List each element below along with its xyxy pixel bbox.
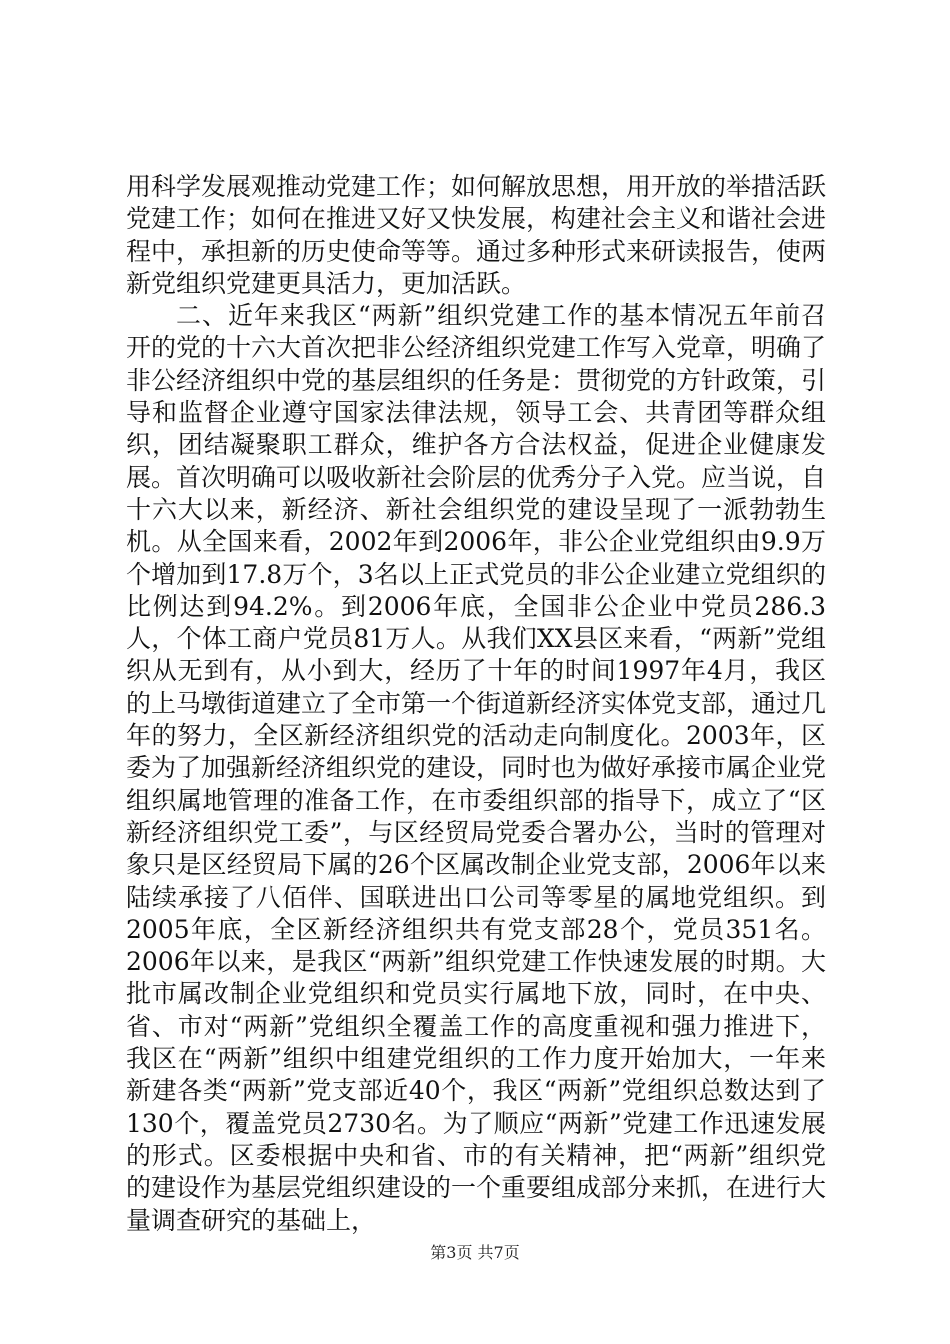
document-body [126,171,826,1237]
paragraph-2: 二、近年来我区“两新”组织党建工作的基本情况五年前召开的党的十六大首次把非公经济组织党建工作写入党章，明确了非公经济组织中党的基层组织的任务是：贯彻党的方针政策，引导和监督企业遵守国家法律法规，领导工会、共青团等群众组织，团结凝聚职工群众，维护各方合法权益，促进企业健康发展。首次明确可以吸收新社会阶层的优秀分子入党。应当说，自十六大以来，新经济、新社会组织党的建设呈现了一派勃勃生机。从全国来看，2002年到2006年，非公企业党组织由9.9万个增加到17.8万个，3名以上正式党员的非公企业建立党组织的比例达到94.2%。到2006年底，全国非公企业中党员286.3人，个体工商户党员81万人。从我们XX县区来看，“两新”党组织从无到有，从小到大，经历了十年的时间1997年4月，我区的上马墩街道建立了全市第一个街道新经济实体党支部，通过几年的努力，全区新经济组织党的活动走向制度化。2003年，区委为了加强新经济组织党的建设，同时也为做好承接市属企业党组织属地管理的准备工作，在市委组织部的指导下，成立了“区新经济组织党工委”，与区经贸局党委合署办公，当时的管理对象只是区经贸局下属的26个区属改制企业党支部，2006年以来陆续承接了八佰伴、国联进出口公司等零星的属地党组织。到2005年底，全区新经济组织共有党支部28个，党员351名。2006年以来，是我区“两新”组织党建工作快速发展的时期。大批市属改制企业党组织和党员实行属地下放，同时，在中央、省、市对“两新”党组织全覆盖工作的高度重视和强力推进下，我区在“两新”组织中组建党组织的工作力度开始加大，一年来新建各类“两新”党支部近40个，我区“两新”党组织总数达到了130个，覆盖党员2730名。为了顺应“两新”党建工作迅速发展的形式。区委根据中央和省、市的有关精神，把“两新”组织党的建设作为基层党组织建设的一个重要组成部分来抓，在进行大量调查研究的基础上， [126,301,827,1235]
paragraph-1: 用科学发展观推动党建工作；如何解放思想，用开放的举措活跃党建工作；如何在推进又好又快发展，构建社会主义和谐社会进程中，承担新的历史使命等等。通过多种形式来研读报告，使两新党组织党建更具活力，更加活跃。 [126,172,827,298]
page-number-footer: 第3页 共7页 [430,1243,520,1262]
